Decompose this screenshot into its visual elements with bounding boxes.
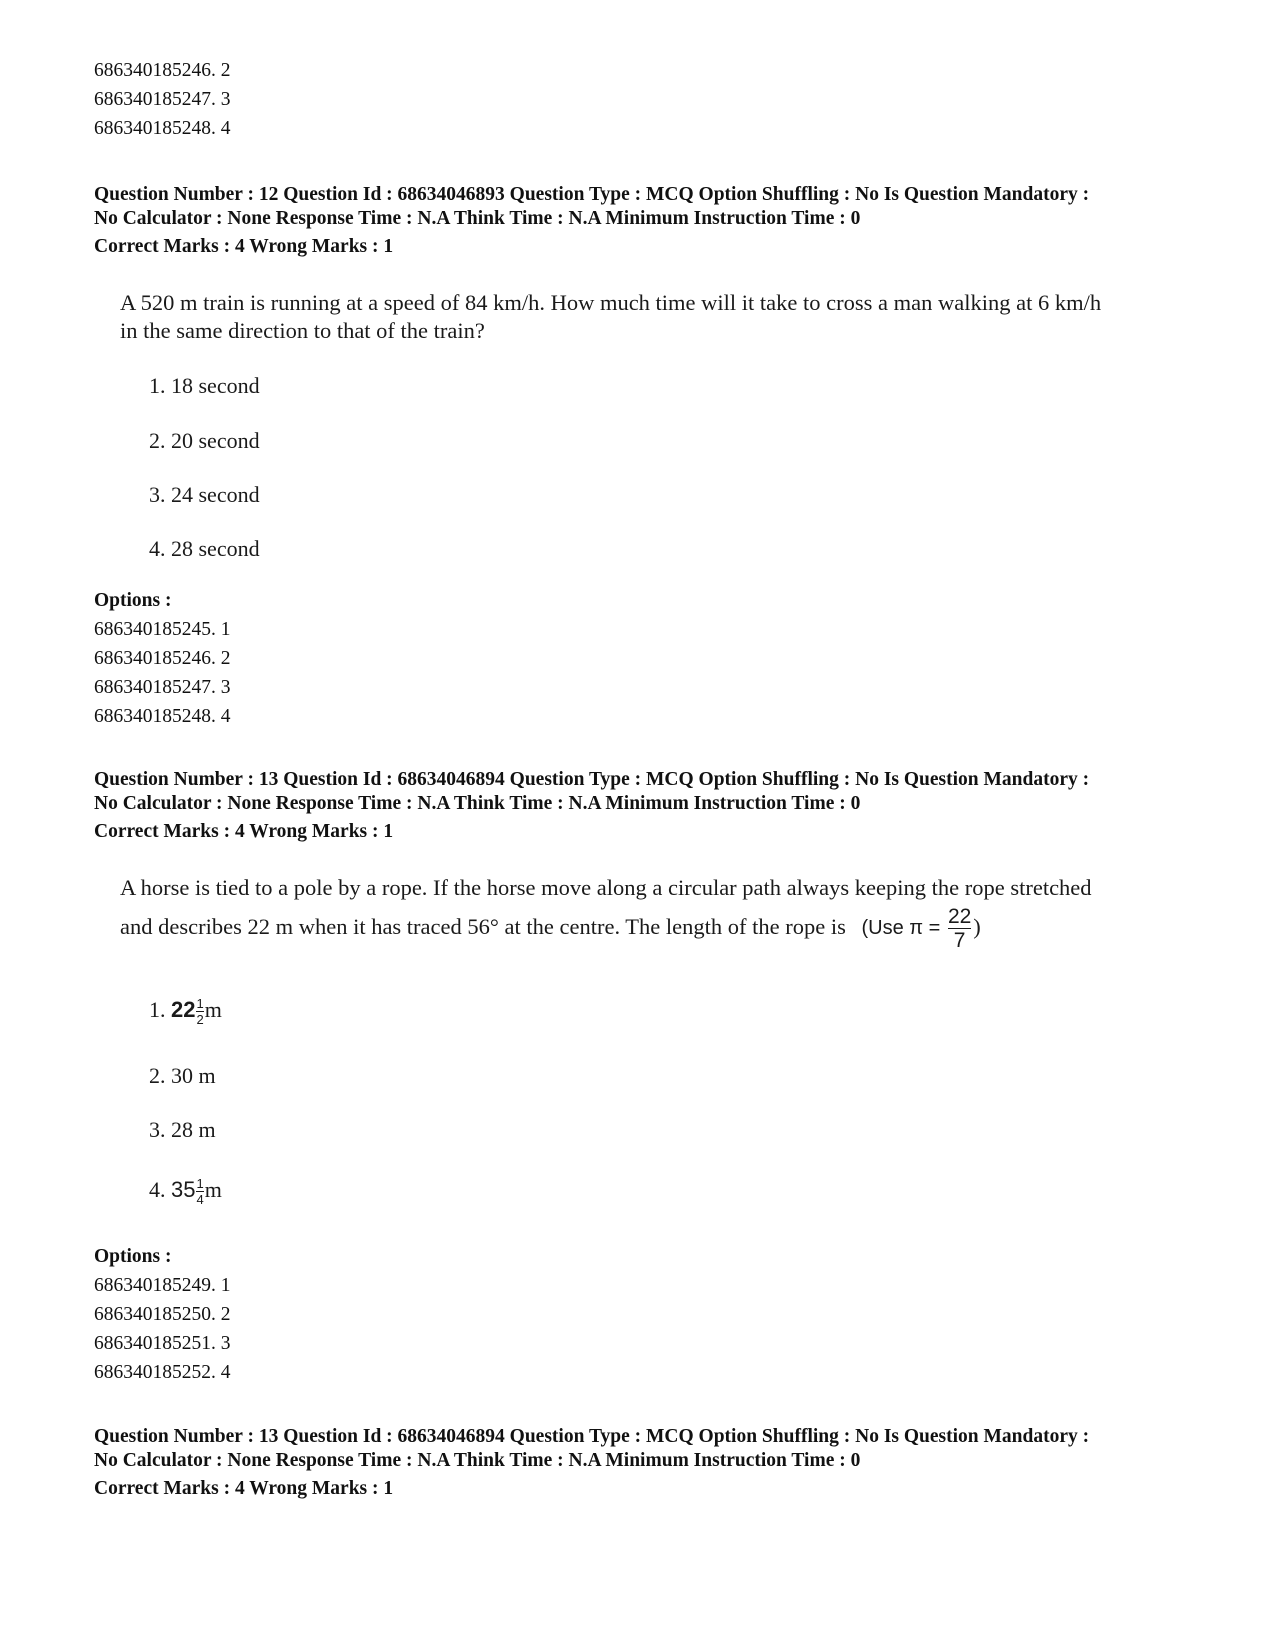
use-pi-suffix: ) — [973, 914, 981, 939]
answer-choice-1: 1. 18 second — [149, 373, 260, 398]
option-id-line: 686340185248. 4 — [94, 118, 231, 139]
question-marks: Correct Marks : 4 Wrong Marks : 1 — [94, 236, 394, 257]
question-header-line1: Question Number : 12 Question Id : 68634046893 Question Type : MCQ Option Shuffling : No Is Question Mandatory : — [94, 184, 1090, 205]
question-text-line1: A 520 m train is running at a speed of 84 km/h. How much time will it take to cross a man walking at 6 km/h — [120, 290, 1102, 315]
answer-choice-2: 2. 20 second — [149, 428, 260, 453]
options-label: Options : — [94, 590, 172, 611]
question-header-line2: No Calculator : None Response Time : N.A Think Time : N.A Minimum Instruction Time : 0 — [94, 793, 861, 814]
fraction-numerator: 1 — [196, 1176, 204, 1192]
question-text-line1: A horse is tied to a pole by a rope. If the horse move along a circular path always keeping the rope stretched — [120, 875, 1092, 900]
choice-unit: m — [204, 997, 222, 1022]
option-id-line: 686340185249. 1 — [94, 1275, 231, 1296]
answer-choice-4: 4. 28 second — [149, 536, 260, 561]
option-id-line: 686340185247. 3 — [94, 677, 231, 698]
question-header-line2: No Calculator : None Response Time : N.A Think Time : N.A Minimum Instruction Time : 0 — [94, 1450, 861, 1471]
question-text-line2-main: and describes 22 m when it has traced 56° at the centre. The length of the rope is — [120, 914, 846, 939]
answer-choice-3: 3. 28 m — [149, 1117, 216, 1142]
question-marks: Correct Marks : 4 Wrong Marks : 1 — [94, 1478, 394, 1499]
option-id-line: 686340185246. 2 — [94, 648, 231, 669]
answer-choice-2: 2. 30 m — [149, 1063, 216, 1088]
option-id-line: 686340185251. 3 — [94, 1333, 231, 1354]
question-header-line1: Question Number : 13 Question Id : 68634046894 Question Type : MCQ Option Shuffling : No Is Question Mandatory : — [94, 1426, 1090, 1447]
option-id-line: 686340185245. 1 — [94, 619, 231, 640]
answer-choice-3: 3. 24 second — [149, 482, 260, 507]
choice-integer: 35 — [171, 1177, 196, 1202]
question-marks: Correct Marks : 4 Wrong Marks : 1 — [94, 821, 394, 842]
pi-numerator: 22 — [947, 905, 972, 929]
option-id-line: 686340185246. 2 — [94, 60, 231, 81]
question-text-line2 — [120, 902, 981, 953]
answer-choice-4 — [149, 1170, 222, 1210]
option-id-line: 686340185252. 4 — [94, 1362, 231, 1383]
fraction-denominator: 2 — [196, 1012, 204, 1028]
choice-unit: m — [204, 1177, 222, 1202]
option-id-line: 686340185247. 3 — [94, 89, 231, 110]
question-text-line2: in the same direction to that of the train? — [120, 318, 485, 343]
question-header-line1: Question Number : 13 Question Id : 68634046894 Question Type : MCQ Option Shuffling : No Is Question Mandatory : — [94, 769, 1090, 790]
fraction-numerator: 1 — [196, 996, 204, 1012]
pi-fraction — [948, 906, 971, 951]
choice-fraction — [196, 997, 203, 1026]
option-id-line: 686340185250. 2 — [94, 1304, 231, 1325]
answer-choice-1 — [149, 990, 222, 1030]
question-header-line2: No Calculator : None Response Time : N.A Think Time : N.A Minimum Instruction Time : 0 — [94, 208, 861, 229]
use-pi-prefix: (Use π = — [861, 917, 941, 939]
choice-number: 4. — [149, 1177, 166, 1202]
choice-integer: 22 — [171, 997, 196, 1022]
pi-denominator: 7 — [953, 929, 966, 953]
options-label: Options : — [94, 1246, 172, 1267]
choice-fraction — [196, 1177, 203, 1206]
choice-number: 1. — [149, 997, 166, 1022]
fraction-denominator: 4 — [196, 1192, 204, 1208]
option-id-line: 686340185248. 4 — [94, 706, 231, 727]
